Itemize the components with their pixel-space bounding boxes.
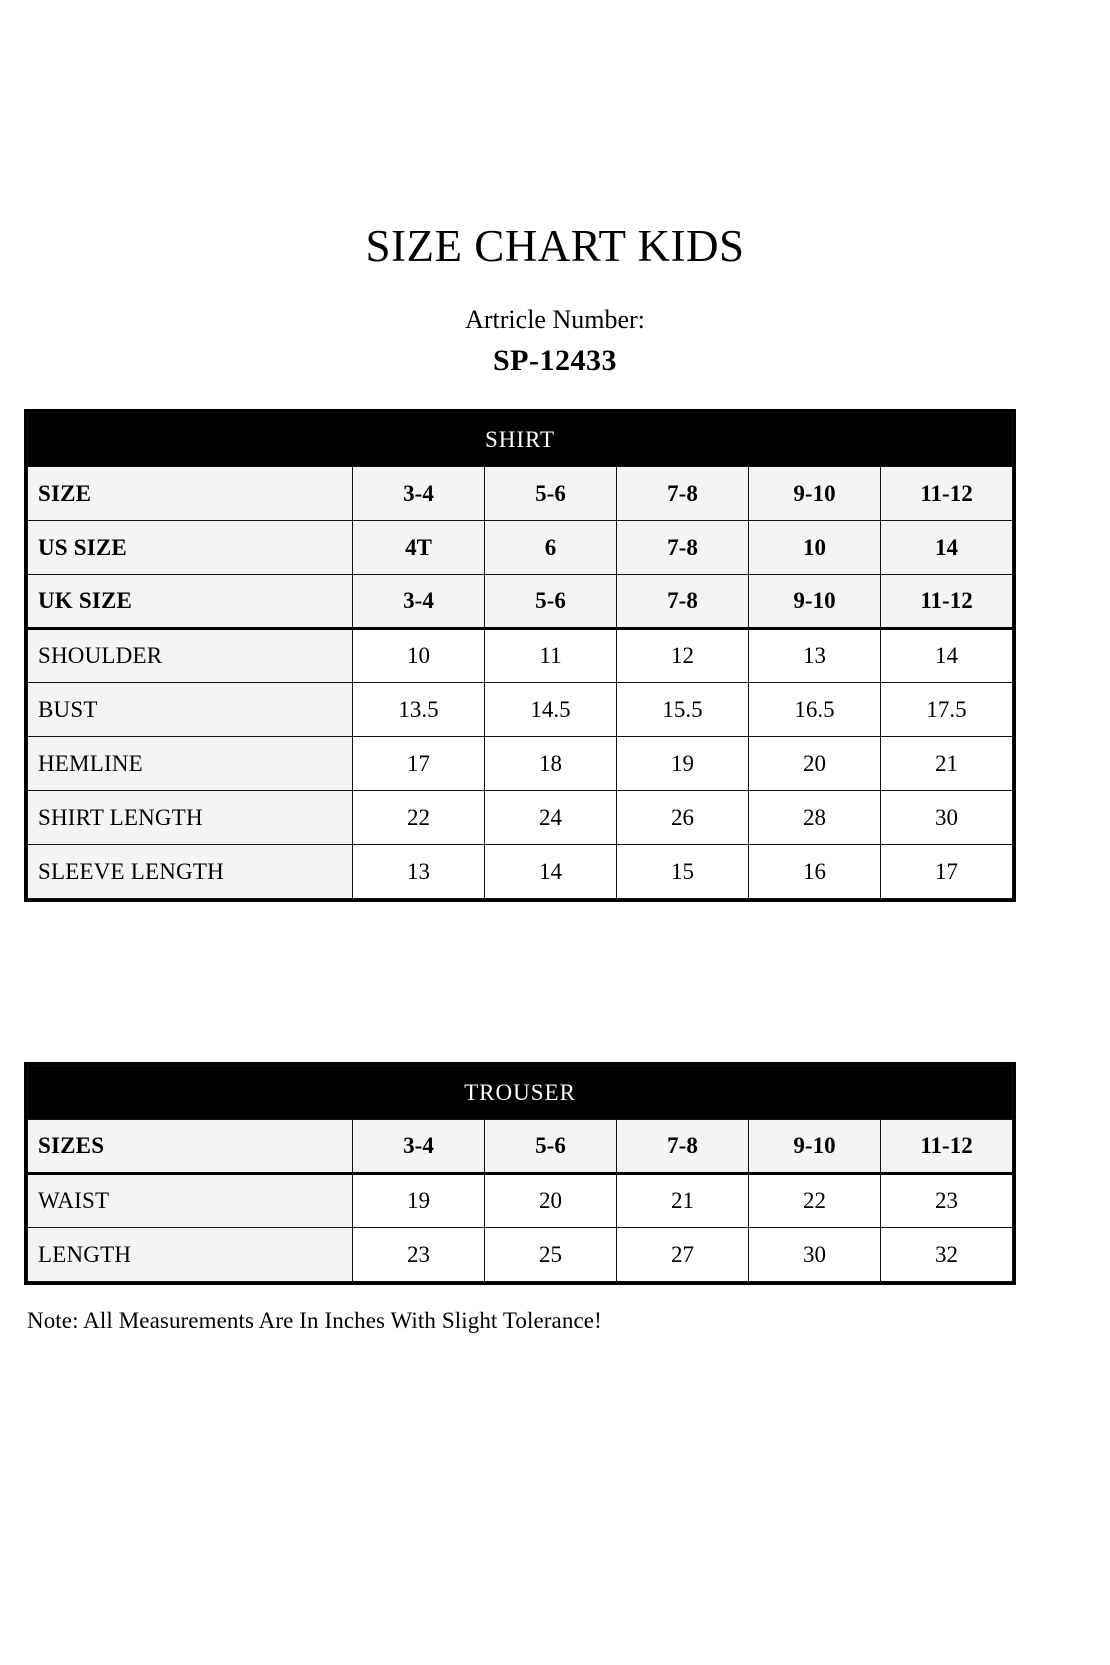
cell-value: 14 xyxy=(881,521,1013,575)
cell-value: 20 xyxy=(749,737,881,791)
row-label: SLEEVE LENGTH xyxy=(28,845,353,899)
cell-value: 23 xyxy=(881,1174,1013,1228)
cell-value: 24 xyxy=(485,791,617,845)
cell-value: 15.5 xyxy=(617,683,749,737)
table-row xyxy=(28,629,1013,683)
cell-value: 16 xyxy=(749,845,881,899)
cell-value: 14 xyxy=(881,629,1013,683)
table-row xyxy=(28,575,1013,629)
cell-value: 3-4 xyxy=(353,575,485,629)
cell-value: 9-10 xyxy=(749,1120,881,1174)
article-number-value: SP-12433 xyxy=(493,344,617,377)
cell-value: 22 xyxy=(749,1174,881,1228)
cell-value: 25 xyxy=(485,1228,617,1282)
row-label: SIZE xyxy=(28,467,353,521)
table-row xyxy=(28,1174,1013,1228)
row-label: US SIZE xyxy=(28,521,353,575)
cell-value: 12 xyxy=(617,629,749,683)
table-row xyxy=(28,521,1013,575)
shirt-banner-label: SHIRT xyxy=(28,413,1013,467)
table-row xyxy=(28,737,1013,791)
cell-value: 19 xyxy=(617,737,749,791)
cell-value: 14.5 xyxy=(485,683,617,737)
cell-value: 32 xyxy=(881,1228,1013,1282)
measurement-note: Note: All Measurements Are In Inches With Slight Tolerance! xyxy=(27,1308,602,1333)
cell-value: 23 xyxy=(353,1228,485,1282)
cell-value: 13.5 xyxy=(353,683,485,737)
trouser-size-table xyxy=(24,1062,1016,1285)
cell-value: 9-10 xyxy=(749,467,881,521)
cell-value: 3-4 xyxy=(353,467,485,521)
article-number-label: Artricle Number: xyxy=(465,305,645,334)
cell-value: 5-6 xyxy=(485,1120,617,1174)
cell-value: 7-8 xyxy=(617,467,749,521)
cell-value: 30 xyxy=(749,1228,881,1282)
row-label: SIZES xyxy=(28,1120,353,1174)
cell-value: 11-12 xyxy=(881,575,1013,629)
cell-value: 21 xyxy=(881,737,1013,791)
cell-value: 11 xyxy=(485,629,617,683)
cell-value: 17 xyxy=(881,845,1013,899)
row-label: BUST xyxy=(28,683,353,737)
cell-value: 4T xyxy=(353,521,485,575)
row-label: UK SIZE xyxy=(28,575,353,629)
cell-value: 5-6 xyxy=(485,467,617,521)
cell-value: 13 xyxy=(749,629,881,683)
cell-value: 27 xyxy=(617,1228,749,1282)
row-label: HEMLINE xyxy=(28,737,353,791)
cell-value: 11-12 xyxy=(881,1120,1013,1174)
cell-value: 7-8 xyxy=(617,1120,749,1174)
table-row xyxy=(28,1228,1013,1282)
page-title: SIZE CHART KIDS xyxy=(365,221,745,271)
table-row xyxy=(28,1120,1013,1174)
cell-value: 14 xyxy=(485,845,617,899)
row-label: WAIST xyxy=(28,1174,353,1228)
cell-value: 6 xyxy=(485,521,617,575)
cell-value: 16.5 xyxy=(749,683,881,737)
row-label: SHOULDER xyxy=(28,629,353,683)
cell-value: 10 xyxy=(353,629,485,683)
table-row xyxy=(28,683,1013,737)
table-row xyxy=(28,467,1013,521)
cell-value: 5-6 xyxy=(485,575,617,629)
cell-value: 13 xyxy=(353,845,485,899)
cell-value: 19 xyxy=(353,1174,485,1228)
table-row xyxy=(28,845,1013,899)
cell-value: 18 xyxy=(485,737,617,791)
cell-value: 22 xyxy=(353,791,485,845)
row-label: SHIRT LENGTH xyxy=(28,791,353,845)
row-label: LENGTH xyxy=(28,1228,353,1282)
table-row xyxy=(28,791,1013,845)
shirt-size-table xyxy=(24,409,1016,902)
cell-value: 10 xyxy=(749,521,881,575)
trouser-banner-label: TROUSER xyxy=(28,1066,1013,1120)
cell-value: 17 xyxy=(353,737,485,791)
trouser-banner-row xyxy=(28,1066,1013,1120)
cell-value: 30 xyxy=(881,791,1013,845)
cell-value: 21 xyxy=(617,1174,749,1228)
cell-value: 28 xyxy=(749,791,881,845)
cell-value: 20 xyxy=(485,1174,617,1228)
cell-value: 17.5 xyxy=(881,683,1013,737)
cell-value: 26 xyxy=(617,791,749,845)
cell-value: 7-8 xyxy=(617,575,749,629)
cell-value: 3-4 xyxy=(353,1120,485,1174)
cell-value: 7-8 xyxy=(617,521,749,575)
cell-value: 15 xyxy=(617,845,749,899)
cell-value: 11-12 xyxy=(881,467,1013,521)
cell-value: 9-10 xyxy=(749,575,881,629)
shirt-banner-row xyxy=(28,413,1013,467)
